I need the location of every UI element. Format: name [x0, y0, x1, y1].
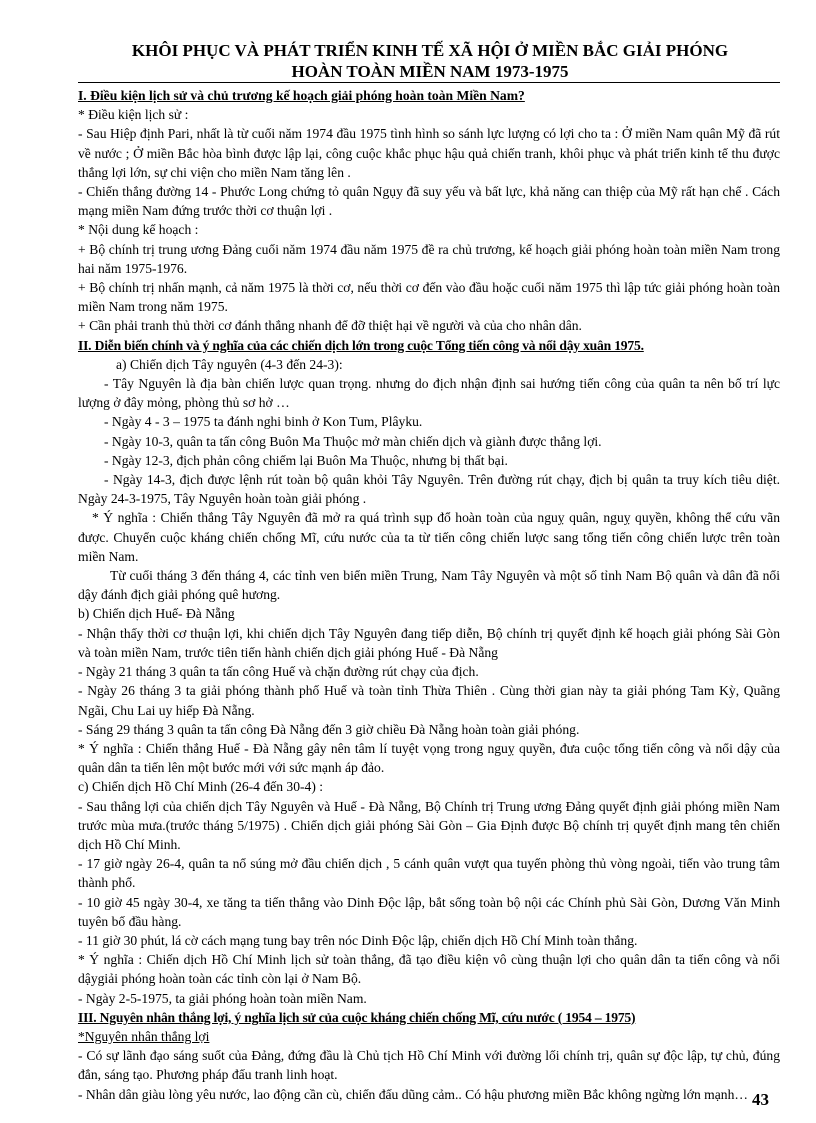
- meaning-paragraph: * Ý nghĩa : Chiến thắng Tây Nguyên đã mở ra quá trình sụp đổ hoàn toàn của nguỵ quân, nguỵ quyền, không thể cứu vãn được. Chuyển cuộc kháng chiến chống Mĩ, cứu nước của ta từ tiến công chiến lược sang tổng tiến công chiến lược trên toàn miền Nam.: [78, 510, 780, 564]
- paragraph: - Ngày 26 tháng 3 ta giải phóng thành phố Huế và toàn tỉnh Thừa Thiên . Cùng thời gian này ta giải phóng Tam Kỳ, Quãng Ngãi, Chu Lai uy hiếp Đà Nẵng.: [78, 683, 780, 718]
- paragraph: * Nội dung kế hoạch :: [78, 222, 199, 238]
- section-3-heading: III. Nguyên nhân thắng lợi, ý nghĩa lịch sử của cuộc kháng chiến chống Mĩ, cứu nước ( 1954 – 1975): [78, 1009, 636, 1025]
- title-line-1: KHÔI PHỤC VÀ PHÁT TRIỂN KINH TẾ XÃ HỘI Ở MIỀN BẮC GIẢI PHÓNG: [131, 41, 729, 60]
- paragraph: - Sau thắng lợi của chiến dịch Tây Nguyên và Huế - Đà Nẵng, Bộ Chính trị Trung ương Đảng quyết định giải phóng miền Nam trước mùa mưa.(trước tháng 5/1975) . Chiến dịch giải phóng Sài Gòn – Gia Định được Bộ chính trị quyết định mang tên chiến dịch Hồ Chí Minh.: [78, 798, 780, 852]
- paragraph: - Ngày 4 - 3 – 1975 ta đánh nghi binh ở Kon Tum, Plâyku.: [104, 414, 423, 430]
- section-1-heading: I. Điều kiện lịch sử và chủ trương kế hoạch giải phóng hoàn toàn Miền Nam?: [78, 88, 525, 103]
- paragraph: * Điều kiện lịch sử :: [78, 107, 189, 123]
- paragraph: - 11 giờ 30 phút, lá cờ cách mạng tung bay trên nóc Dinh Độc lập, chiến dịch Hồ Chí Minh toàn thắng.: [78, 932, 638, 948]
- subsection-heading: *Nguyên nhân thắng lợi: [78, 1028, 210, 1044]
- subsection-a-heading: a) Chiến dịch Tây nguyên (4-3 đến 24-3):: [116, 356, 343, 372]
- paragraph: - Ngày 14-3, địch được lệnh rút toàn bộ quân khỏi Tây Nguyên. Trên đường rút chạy, địch bị quân ta truy kích tiêu diệt. Ngày 24-3-1975, Tây Nguyên hoàn toàn giải phóng .: [78, 472, 780, 507]
- section-2-heading: II. Diễn biến chính và ý nghĩa của các chiến dịch lớn trong cuộc Tổng tiến công và nổi dậy xuân 1975.: [78, 337, 644, 353]
- paragraph: - Ngày 12-3, địch phản công chiếm lại Buôn Ma Thuộc, nhưng bị thất bại.: [104, 452, 508, 468]
- paragraph: - Ngày 21 tháng 3 quân ta tấn công Huế và chặn đường rút chạy của địch.: [78, 664, 479, 680]
- paragraph: - Nhận thấy thời cơ thuận lợi, khi chiến dịch Tây Nguyên đang tiếp diễn, Bộ chính trị quyết định kế hoạch giải phóng Sài Gòn và toàn miền Nam, trước tiên tiến hành chiến dịch giải phóng Huế - Đà Nẵng: [78, 625, 780, 660]
- paragraph: - Chiến thắng đường 14 - Phước Long chứng tỏ quân Ngụy đã suy yếu và bất lực, khả năng can thiệp của Mỹ rất hạn chế . Cách mạng miền Nam đứng trước thời cơ thuận lợi .: [78, 184, 780, 219]
- paragraph: + Bộ chính trị nhấn mạnh, cả năm 1975 là thời cơ, nếu thời cơ đến vào đầu hoặc cuối năm 1975 thì lập tức giải phóng hoàn toàn miền Nam trong năm 1975.: [78, 280, 780, 315]
- paragraph: - Ngày 2-5-1975, ta giải phóng hoàn toàn miền Nam.: [78, 990, 367, 1006]
- meaning-paragraph: * Ý nghĩa : Chiến thắng Huế - Đà Nẵng gây nên tâm lí tuyệt vọng trong nguỵ quyền, đưa cuộc tổng tiến công và nổi dậy của quân dân ta tiến lên một bước mới với sức mạnh áp đảo.: [78, 740, 780, 776]
- paragraph: - Sáng 29 tháng 3 quân ta tấn công Đà Nẵng đến 3 giờ chiều Đà Nẵng hoàn toàn giải phóng.: [78, 721, 580, 737]
- paragraph: - Sau Hiệp định Pari, nhất là từ cuối năm 1974 đầu 1975 tình hình so sánh lực lượng có lợi cho ta : Ở miền Nam quân Mỹ đã rút về nước ; Ở miền Bắc hòa bình được lập lại, công cuộc khắc phục hậu quả chiến tranh, khôi phục và phát triển kinh tế thu được thắng lợi lớn, sự chi viện cho miền Nam tăng lên .: [78, 126, 780, 180]
- paragraph: + Bộ chính trị trung ương Đảng cuối năm 1974 đầu năm 1975 đề ra chủ trương, kế hoạch giải phóng hoàn toàn miền Nam trong hai năm 1975-1976.: [78, 241, 780, 276]
- paragraph: - Nhân dân giàu lòng yêu nước, lao động cần cù, chiến đấu dũng cảm.. Có hậu phương miền Bắc không ngừng lớn mạnh…: [78, 1086, 748, 1102]
- paragraph: - 17 giờ ngày 26-4, quân ta nổ súng mở đầu chiến dịch , 5 cánh quân vượt qua tuyến phòng thủ vòng ngoài, tiến vào trung tâm thành phố.: [78, 856, 780, 891]
- page-number: 43: [752, 1090, 769, 1109]
- title-divider: [78, 82, 780, 83]
- paragraph: - Tây Nguyên là địa bàn chiến lược quan trọng. nhưng do địch nhận định sai hướng tiến công của quân ta nên bố trí lực lượng ở đây mỏng, phòng thủ sơ hở …: [78, 376, 780, 411]
- paragraph: - 10 giờ 45 ngày 30-4, xe tăng ta tiến thẳng vào Dinh Độc lập, bắt sống toàn bộ nội các Chính phủ Sài Gòn, Dương Văn Minh tuyên bố đầu hàng.: [78, 894, 780, 929]
- title-line-2: HOÀN TOÀN MIỀN NAM 1973-1975: [291, 62, 569, 81]
- paragraph: - Ngày 10-3, quân ta tấn công Buôn Ma Thuộc mở màn chiến dịch và giành được thắng lợi.: [104, 433, 602, 449]
- subsection-b-heading: b) Chiến dịch Huế- Đà Nẵng: [78, 606, 235, 622]
- page-title: [80, 40, 780, 82]
- meaning-paragraph: * Ý nghĩa : Chiến dịch Hồ Chí Minh lịch sử toàn thắng, đã tạo điều kiện vô cùng thuận lợi cho quân dân ta tiến công và nổi dậygiải phóng hoàn toàn các tỉnh còn lại ở Nam Bộ.: [78, 952, 780, 987]
- subsection-c-heading: c) Chiến dịch Hồ Chí Minh (26-4 đến 30-4) :: [78, 779, 324, 795]
- paragraph: Từ cuối tháng 3 đến tháng 4, các tỉnh ven biển miền Trung, Nam Tây Nguyên và một số tỉnh Nam Bộ quân và dân đã nổi dậy đánh địch giải phóng quê hương.: [78, 568, 780, 603]
- paragraph: + Cần phải tranh thủ thời cơ đánh thắng nhanh để đỡ thiệt hại về người và của cho nhân dân.: [78, 318, 582, 334]
- document-body: [78, 86, 780, 1104]
- paragraph: - Có sự lãnh đạo sáng suốt của Đảng, đứng đầu là Chủ tịch Hồ Chí Minh với đường lối chính trị, quân sự độc lập, tự chủ, đúng đắn, sáng tạo. Phương pháp đấu tranh linh hoạt.: [78, 1048, 780, 1083]
